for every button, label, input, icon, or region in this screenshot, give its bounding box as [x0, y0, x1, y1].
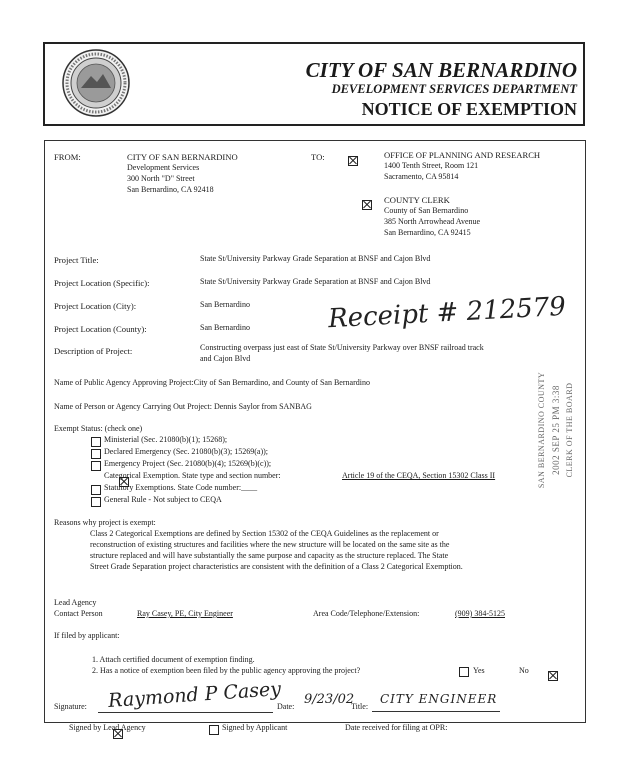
general-rule-checkbox[interactable] — [91, 497, 101, 507]
statutory-checkbox[interactable] — [91, 485, 101, 495]
applicant-item-2: 2. Has a notice of exemption been filed by the public agency approving the project? — [92, 666, 361, 675]
phone-value: (909) 384-5125 — [455, 609, 505, 618]
statutory-label: Statutory Exemptions. State Code number:____ — [104, 483, 258, 492]
location-county-value: San Bernardino — [200, 323, 250, 332]
contact-person-label: Contact Person — [54, 609, 103, 618]
emergency-project-checkbox[interactable] — [91, 461, 101, 471]
signature-label: Signature: — [54, 702, 87, 711]
clerk-stamp — [502, 364, 578, 496]
contact-person-value: Ray Casey, PE, City Engineer — [137, 609, 233, 618]
signed-applicant-checkbox[interactable] — [209, 725, 219, 735]
stamp-col-1: SAN BERNARDINO COUNTY — [537, 371, 546, 489]
location-city-value: San Bernardino — [200, 300, 250, 309]
no-checkbox[interactable] — [548, 671, 558, 681]
lead-agency-label: Lead Agency — [54, 598, 97, 607]
to-label: TO: — [311, 152, 325, 162]
applicant-label: If filed by applicant: — [54, 631, 120, 640]
emergency-project-label: Emergency Project (Sec. 21080(b)(4); 15269(b)(c)); — [104, 459, 272, 468]
title-label: Title: — [351, 702, 369, 711]
carrying-out-line: Name of Person or Agency Carrying Out Project: Dennis Saylor from SANBAG — [54, 402, 312, 411]
opr-line-1: OFFICE OF PLANNING AND RESEARCH — [384, 150, 541, 160]
receipt-handwritten: Receipt # 212579 — [327, 291, 567, 335]
date-label: Date: — [277, 702, 295, 711]
description-line-1: Constructing overpass just east of State St/University Parkway over BNSF railroad track — [200, 343, 484, 352]
categorical-label: Categorical Exemption. State type and section number: — [104, 471, 281, 480]
project-title-value: State St/University Parkway Grade Separation at BNSF and Cajon Blvd — [200, 254, 431, 263]
signature-line — [98, 712, 273, 713]
reasons-line-1: Class 2 Categorical Exemptions are defined by Section 15302 of the CEQA Guidelines as the replacement or — [90, 529, 439, 538]
signature-handwritten: Raymond P Casey — [107, 677, 282, 713]
opr-line-2: 1400 Tenth Street, Room 121 — [384, 161, 479, 170]
reasons-line-3: structure replaced and will have substantially the same purpose and capacity as the structure replaced. The State — [90, 551, 449, 560]
signed-applicant-label: Signed by Applicant — [222, 723, 288, 732]
signed-lead-label: Signed by Lead Agency — [69, 723, 146, 732]
no-label: No — [519, 666, 529, 675]
declared-emergency-checkbox[interactable] — [91, 449, 101, 459]
location-specific-label: Project Location (Specific): — [54, 278, 150, 288]
title-line — [372, 711, 500, 712]
ministerial-checkbox[interactable] — [91, 437, 101, 447]
clerk-line-2: County of San Bernardino — [384, 206, 469, 215]
location-specific-value: State St/University Parkway Grade Separation at BNSF and Cajon Blvd — [200, 277, 431, 286]
city-name: CITY OF SAN BERNARDINO — [305, 58, 577, 82]
date-received-label: Date received for filing at OPR: — [345, 723, 448, 732]
reasons-label: Reasons why project is exempt: — [54, 518, 156, 527]
location-city-label: Project Location (City): — [54, 301, 137, 311]
from-line-2: Development Services — [127, 163, 200, 172]
opr-checkbox[interactable] — [348, 156, 358, 166]
city-seal — [61, 48, 131, 118]
declared-emergency-label: Declared Emergency (Sec. 21080(b)(3); 15269(a)); — [104, 447, 269, 456]
location-county-label: Project Location (County): — [54, 324, 147, 334]
from-line-1: CITY OF SAN BERNARDINO — [127, 152, 238, 162]
yes-label: Yes — [473, 666, 485, 675]
clerk-line-1: COUNTY CLERK — [384, 195, 450, 205]
opr-line-3: Sacramento, CA 95814 — [384, 172, 459, 181]
stamp-col-3: CLERK OF THE BOARD — [565, 382, 574, 478]
from-label: FROM: — [54, 152, 81, 162]
categorical-value: Article 19 of the CEQA, Section 15302 Class II — [342, 471, 496, 480]
from-line-3: 300 North "D" Street — [127, 174, 195, 183]
ministerial-label: Ministerial (Sec. 21080(b)(1); 15268); — [104, 435, 228, 444]
general-rule-label: General Rule - Not subject to CEQA — [104, 495, 222, 504]
stamp-col-2: 2002 SEP 25 PM 3:38 — [551, 385, 561, 475]
notice-title: NOTICE OF EXEMPTION — [361, 99, 577, 119]
clerk-checkbox[interactable] — [362, 200, 372, 210]
phone-label: Area Code/Telephone/Extension: — [313, 609, 420, 618]
from-line-4: San Bernardino, CA 92418 — [127, 185, 214, 194]
applicant-item-1: 1. Attach certified document of exemption finding. — [92, 655, 255, 664]
reasons-line-4: Street Grade Separation project characteristics are consistent with the definition of a Class 2 Categorical Exemption. — [90, 562, 463, 571]
reasons-line-2: reconstruction of existing structures and facilities where the new structure will be located on the same site as the — [90, 540, 450, 549]
date-handwritten: 9/23/02 — [304, 692, 355, 707]
department-name: DEVELOPMENT SERVICES DEPARTMENT — [331, 82, 577, 96]
title-handwritten: CITY ENGINEER — [380, 692, 498, 706]
yes-checkbox[interactable] — [459, 667, 469, 677]
exempt-status-label: Exempt Status: (check one) — [54, 424, 143, 433]
header-box — [43, 42, 585, 126]
description-line-2: and Cajon Blvd — [200, 354, 251, 363]
project-title-label: Project Title: — [54, 255, 99, 265]
description-label: Description of Project: — [54, 346, 133, 356]
approving-agency-line: Name of Public Agency Approving Project:City of San Bernardino, and County of San Bernardino — [54, 378, 370, 387]
clerk-line-3: 385 North Arrowhead Avenue — [384, 217, 481, 226]
clerk-line-4: San Bernardino, CA 92415 — [384, 228, 471, 237]
